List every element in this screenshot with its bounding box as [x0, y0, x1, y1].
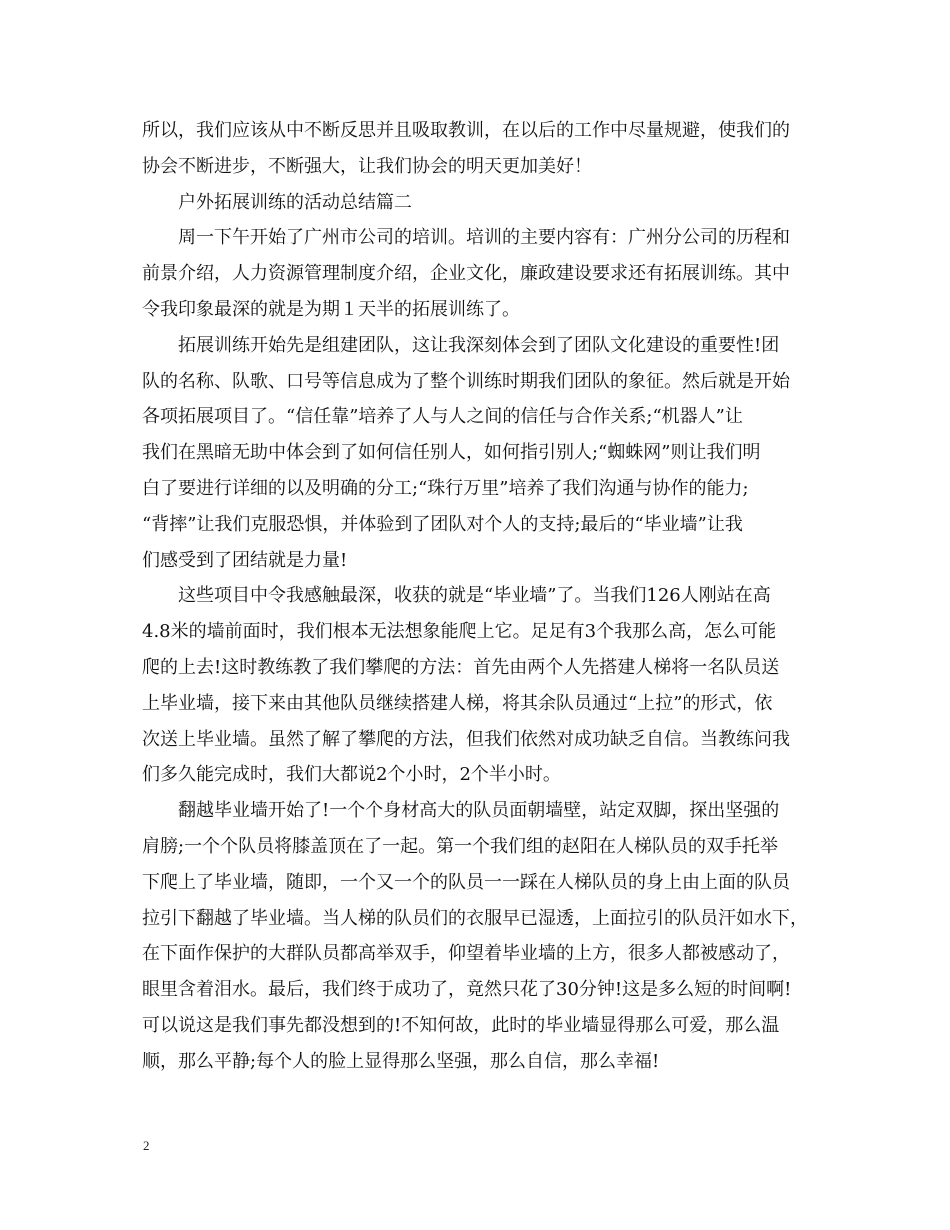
text-line: 们多久能完成时，我们大都说2个小时，2个半小时。 — [142, 764, 561, 786]
page-number: 2 — [143, 1138, 150, 1153]
text-line: 拓展训练开始先是组建团队，这让我深刻体会到了团队文化建设的重要性!团 — [178, 334, 780, 356]
text-line: 肩膀;一个个队员将膝盖顶在了一起。第一个我们组的赵阳在人梯队员的双手托举 — [142, 835, 779, 857]
text-line: 我们在黑暗无助中体会到了如何信任别人，如何指引别人;“蜘蛛网”则让我们明 — [142, 442, 761, 464]
text-line: 可以说这是我们事先都没想到的!不知何故，此时的毕业墙显得那么可爱，那么温 — [142, 1014, 780, 1036]
text-line: 队的名称、队歌、口号等信息成为了整个训练时期我们团队的象征。然后就是开始 — [142, 370, 790, 392]
text-line: 下爬上了毕业墙，随即，一个又一个的队员一一踩在人梯队员的身上由上面的队员 — [142, 871, 790, 893]
text-line: 令我印象最深的就是为期１天半的拓展训练了。 — [142, 298, 520, 320]
text-line: 次送上毕业墙。虽然了解了攀爬的方法，但我们依然对成功缺乏自信。当教练问我 — [142, 728, 790, 750]
text-line: 各项拓展项目了。“信任靠”培养了人与人之间的信任与合作关系;“机器人”让 — [142, 406, 743, 428]
text-line: 周一下午开始了广州市公司的培训。培训的主要内容有：广州分公司的历程和 — [178, 227, 790, 249]
text-line: 4.8米的墙前面时，我们根本无法想象能爬上它。足足有3个我那么高，怎么可能 — [142, 621, 777, 643]
text-line: 顺，那么平静;每个人的脸上显得那么坚强，那么自信，那么幸福! — [142, 1050, 660, 1072]
text-line: 上毕业墙，接下来由其他队员继续搭建人梯，将其余队员通过“上拉”的形式，依 — [142, 692, 773, 714]
text-line: 在下面作保护的大群队员都高举双手，仰望着毕业墙的上方，很多人都被感动了， — [142, 943, 790, 965]
text-line: 翻越毕业墙开始了!一个个身材高大的队员面朝墙壁，站定双脚，探出坚强的 — [178, 800, 780, 822]
body-text — [142, 113, 832, 1080]
text-line: 前景介绍，人力资源管理制度介绍，企业文化，廉政建设要求还有拓展训练。其中 — [142, 263, 790, 285]
text-line: 拉引下翻越了毕业墙。当人梯的队员们的衣服早已湿透，上面拉引的队员汗如水下， — [142, 907, 808, 929]
text-line: 协会不断进步，不断强大，让我们协会的明天更加美好！ — [142, 155, 592, 177]
text-line: “背摔”让我们克服恐惧，并体验到了团队对个人的支持;最后的“毕业墙”让我 — [142, 513, 743, 535]
text-line: 户外拓展训练的活动总结篇二 — [178, 191, 412, 213]
text-line: 们感受到了团结就是力量! — [142, 549, 348, 571]
text-line: 白了要进行详细的以及明确的分工;“珠行万里”培养了我们沟通与协作的能力; — [142, 477, 749, 499]
text-line: 爬的上去!这时教练教了我们攀爬的方法：首先由两个人先搭建人梯将一名队员送 — [142, 656, 780, 678]
text-line: 这些项目中令我感触最深，收获的就是“毕业墙”了。当我们126人刚站在高 — [178, 585, 771, 607]
text-line: 眼里含着泪水。最后，我们终于成功了，竟然只花了30分钟!这是多么短的时间啊! — [142, 979, 792, 1001]
text-line: 所以，我们应该从中不断反思并且吸取教训，在以后的工作中尽量规避，使我们的 — [142, 120, 790, 141]
